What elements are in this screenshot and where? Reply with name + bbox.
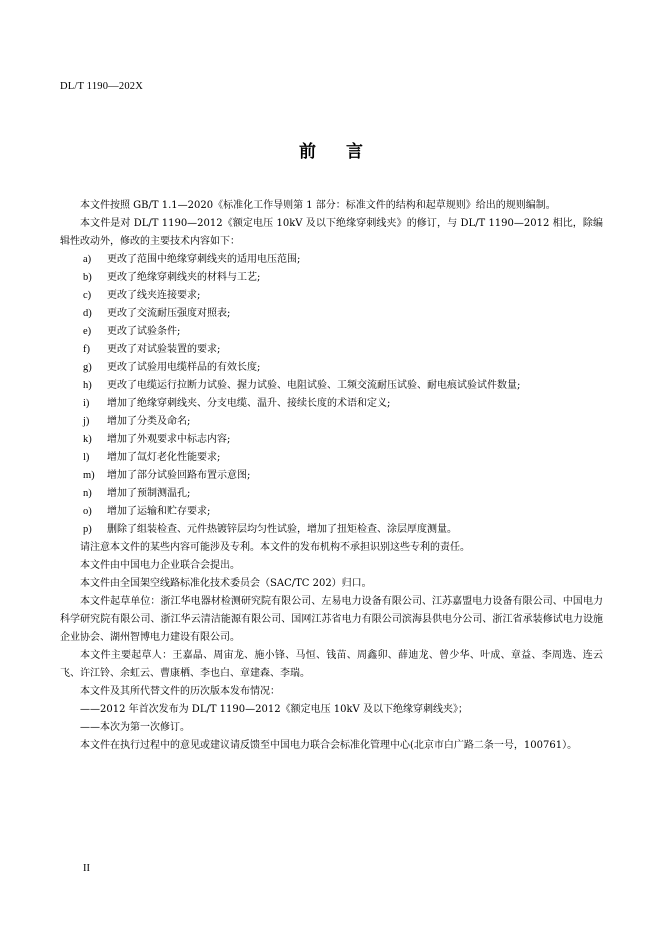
list-item	[83, 521, 603, 539]
list-marker: d)	[83, 308, 92, 319]
list-text: 更改了绝缘穿刺线夹的材料与工艺;	[107, 272, 261, 283]
paragraph-feedback: 本文件在执行过程中的意见或建议请反馈至中国电力联合会标准化管理中心(北京市白广路二条一号，100761）。	[80, 740, 578, 751]
list-text: 更改了范围中绝缘穿刺线夹的适用电压范围;	[107, 254, 301, 265]
paragraph-drafting-rules: 本文件按照 GB/T 1.1—2020《标准化工作导则第 1 部分：标准文件的结构和起草规则》给出的规则编制。	[80, 200, 556, 211]
list-marker: g)	[83, 362, 92, 373]
list-text: 增加了部分试验回路布置示意图;	[107, 470, 251, 481]
list-text: 更改了对试验装置的要求;	[107, 344, 221, 355]
list-marker: i)	[83, 398, 90, 409]
list-marker: e)	[83, 326, 92, 337]
list-item	[83, 431, 603, 449]
page-number: II	[83, 863, 90, 874]
list-marker: h)	[83, 380, 92, 391]
list-item	[83, 413, 603, 431]
list-item	[83, 323, 603, 341]
list-text: 更改了试验条件;	[107, 326, 181, 337]
title-char-2: 言	[346, 142, 363, 162]
list-item	[83, 449, 603, 467]
list-text: 更改了线夹连接要求;	[107, 290, 201, 301]
list-item	[83, 251, 603, 269]
list-marker: o)	[83, 506, 92, 517]
paragraph-history-2: ——本次为第一次修订。	[80, 722, 190, 733]
list-marker: c)	[83, 290, 92, 301]
list-text: 增加了氙灯老化性能要求;	[107, 452, 221, 463]
list-item	[83, 287, 603, 305]
list-text: 增加了分类及命名;	[107, 416, 191, 427]
list-text: 增加了预制测温孔;	[107, 488, 191, 499]
list-item	[83, 269, 603, 287]
list-item	[83, 305, 603, 323]
document-code: DL/T 1190—202X	[60, 81, 144, 92]
list-text: 删除了组装检查、元件热镀锌层均匀性试验，增加了扭矩检查、涂层厚度测量。	[107, 524, 457, 535]
list-item	[83, 341, 603, 359]
list-text: 更改了电缆运行拉断力试验、握力试验、电阻试验、工频交流耐压试验、耐电痕试验试件数量;	[107, 380, 521, 391]
list-marker: l)	[83, 452, 90, 463]
list-marker: f)	[83, 344, 90, 355]
paragraph-proposer: 本文件由中国电力企业联合会提出。	[80, 560, 240, 571]
list-item	[83, 467, 603, 485]
list-marker: n)	[83, 488, 92, 499]
list-item	[83, 485, 603, 503]
paragraph-history-intro: 本文件及其所代替文件的历次版本发布情况：	[80, 686, 280, 697]
list-text: 增加了运输和贮存要求;	[107, 506, 211, 517]
paragraph-patent-notice: 请注意本文件的某些内容可能涉及专利。本文件的发布机构不承担识别这些专利的责任。	[80, 542, 470, 553]
paragraph-drafters: 本文件主要起草人：王嘉晶、周宙龙、施小锋、马恒、钱苗、周鑫卯、薛迪龙、曾少华、叶成、章益、李周选、连云飞、许江铃、余虹云、曹康栖、李也白、章建森、李瑞。	[60, 650, 603, 679]
list-marker: m)	[83, 470, 95, 481]
paragraph-revision-summary: 本文件是对 DL/T 1190—2012《额定电压 10kV 及以下绝缘穿刺线夹》的修订，与 DL/T 1190—2012 相比，除编辑性改动外，修改的主要技术内容如下：	[60, 218, 603, 247]
list-marker: k)	[83, 434, 92, 445]
title-char-1: 前	[299, 142, 316, 162]
list-item	[83, 359, 603, 377]
paragraph-centralized: 本文件由全国架空线路标准化技术委员会（SAC/TC 202）归口。	[80, 578, 372, 589]
list-marker: a)	[83, 254, 92, 265]
list-text: 增加了绝缘穿刺线夹、分支电缆、温升、接续长度的术语和定义;	[107, 398, 391, 409]
list-item	[83, 377, 603, 395]
list-marker: b)	[83, 272, 92, 283]
paragraph-history-1: ——2012 年首次发布为 DL/T 1190—2012《额定电压 10kV 及以下绝缘穿刺线夹》；	[80, 704, 468, 715]
list-item	[83, 503, 603, 521]
list-item	[83, 395, 603, 413]
paragraph-drafting-units: 本文件起草单位：浙江华电器材检测研究院有限公司、左易电力设备有限公司、江苏嘉盟电力设备有限公司、中国电力科学研究院有限公司、浙江华云清洁能源有限公司、国网江苏省电力有限公司滨海县供电分公司、浙江省承装修试电力设施企业协会、湖州智博电力建设有限公司。	[60, 596, 603, 643]
list-text: 更改了交流耐压强度对照表;	[107, 308, 231, 319]
list-marker: j)	[83, 416, 90, 427]
foreword-body	[60, 197, 603, 755]
list-text: 更改了试验用电缆样品的有效长度;	[107, 362, 261, 373]
page-title	[0, 141, 662, 163]
list-text: 增加了外观要求中标志内容;	[107, 434, 231, 445]
changes-list	[83, 251, 603, 539]
list-marker: p)	[83, 524, 92, 535]
